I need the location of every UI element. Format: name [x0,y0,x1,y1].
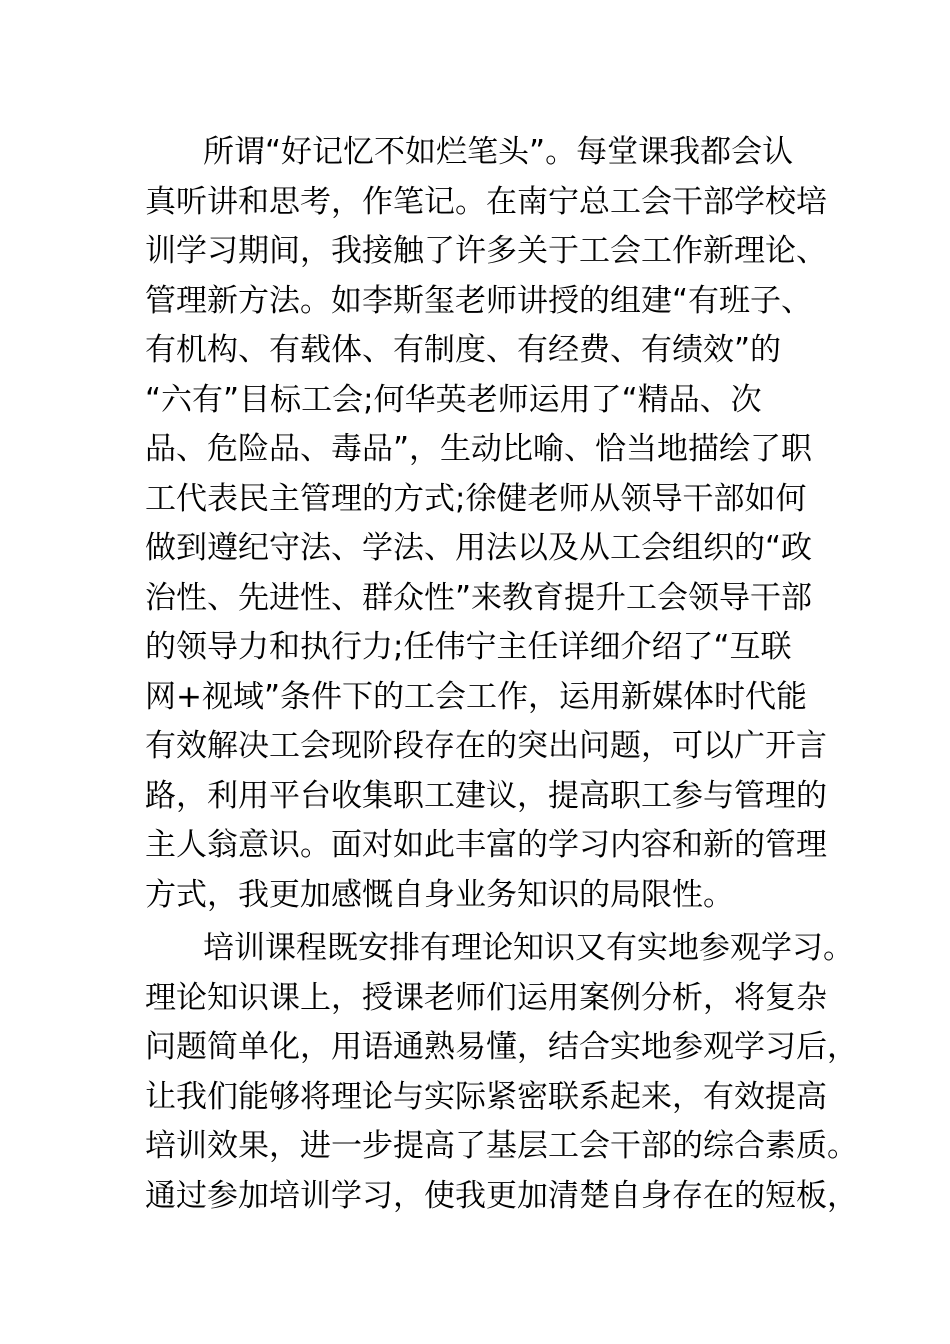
paragraph-1 [145,128,827,920]
paragraph-line: 工代表民主管理的方式;徐健老师从领导干部如何 [145,480,807,517]
paragraph-line: 路，利用平台收集职工建议，提高职工参与管理的 [145,777,827,814]
paragraph-line: “六有”目标工会;何华英老师运用了“精品、次 [145,381,762,418]
paragraph-line: 让我们能够将理论与实际紧密联系起来，有效提高 [145,1078,827,1115]
paragraph-line: 有效解决工会现阶段存在的突出问题，可以广开言 [145,728,827,764]
paragraph-line: 培训课程既安排有理论知识又有实地参观学习。 [203,930,854,966]
paragraph-line: 训学习期间，我接触了许多关于工会工作新理论、 [145,233,827,269]
paragraph-line: 治性、先进性、群众性”来教育提升工会领导干部 [145,579,813,616]
paragraph-line: 真听讲和思考，作笔记。在南宁总工会干部学校培 [145,183,827,220]
paragraph-line: 管理新方法。如李斯玺老师讲授的组建“有班子、 [145,282,813,319]
paragraph-line: 所谓“好记忆不如烂笔头”。每堂课我都会认 [203,134,794,170]
paragraph-line: 做到遵纪守法、学法、用法以及从工会组织的“政 [145,530,813,566]
paragraph-line: 有机构、有载体、有制度、有经费、有绩效”的 [145,332,782,368]
paragraph-line: 培训效果，进一步提高了基层工会干部的综合素质。 [145,1128,858,1164]
paragraph-line: 理论知识课上，授课老师们运用案例分析，将复杂 [145,979,827,1016]
paragraph-line: 方式，我更加感慨自身业务知识的局限性。 [145,876,734,913]
document-body [145,128,858,1221]
paragraph-line: 问题简单化，用语通熟易懂，结合实地参观学习后， [145,1029,858,1065]
paragraph-line: 通过参加培训学习，使我更加清楚自身存在的短板， [145,1177,858,1214]
paragraph-2 [145,924,858,1221]
paragraph-line: 主人翁意识。面对如此丰富的学习内容和新的管理 [145,827,827,863]
paragraph-line: 的领导力和执行力;任伟宁主任详细介绍了“互联 [145,629,792,665]
paragraph-line: 品、危险品、毒品”，生动比喻、恰当地描绘了职 [145,431,813,467]
paragraph-line: 网+视域”条件下的工会工作，运用新媒体时代能 [145,678,808,715]
